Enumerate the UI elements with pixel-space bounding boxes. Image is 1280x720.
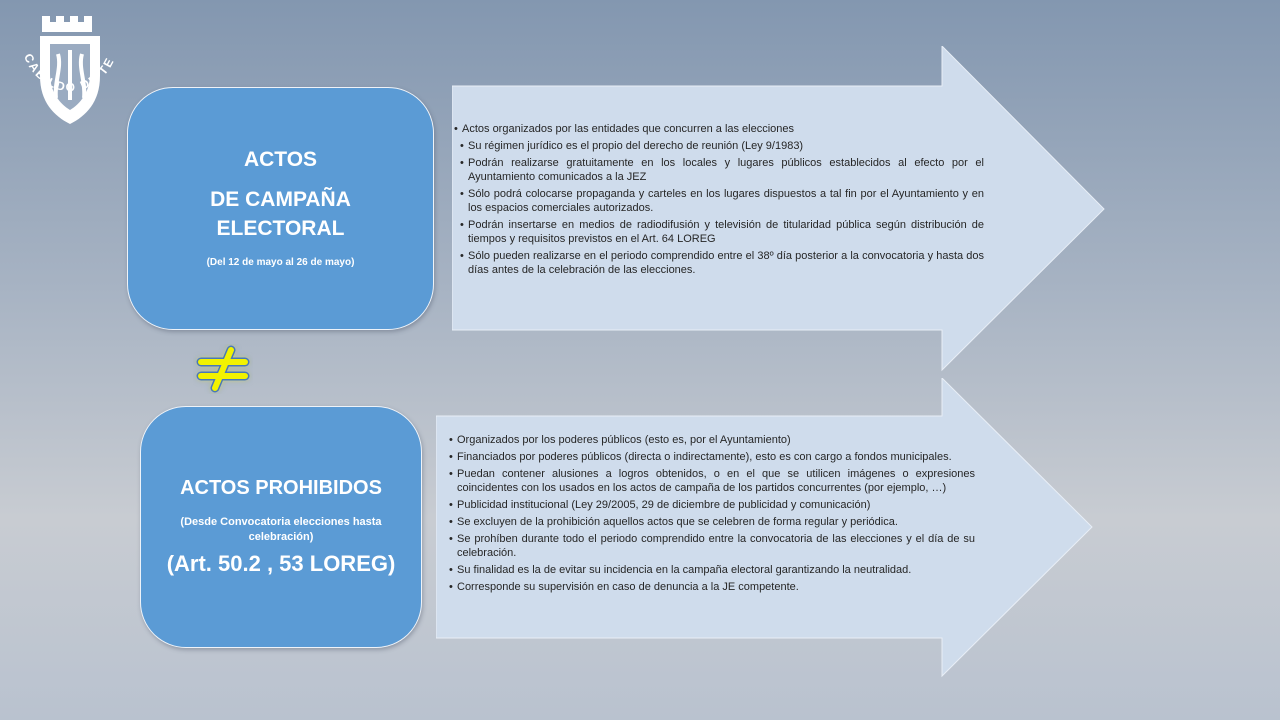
- campaign-acts-list: [452, 122, 984, 280]
- prohibited-acts-list: [447, 433, 975, 597]
- cabildo-logo: [10, 8, 130, 148]
- campaign-title-line3: ELECTORAL: [216, 217, 345, 240]
- list-item: • Podrán realizarse gratuitamente en los locales y lugares públicos establecidos al efecto por el Ayuntamiento comunicados a la JEZ: [460, 157, 984, 183]
- list-item: • Se excluyen de la prohibición aquellos actos que se celebren de forma regular y periódica.: [449, 516, 898, 528]
- list-item: • Su régimen jurídico es el propio del derecho de reunión (Ley 9/1983): [460, 140, 804, 152]
- list-item: • Financiados por poderes públicos (directa o indirectamente), esto es con cargo a fondos municipales.: [449, 451, 952, 463]
- list-item: • Se prohíben durante todo el periodo comprendido entre la convocatoria de las elecciones y el día de su celebración.: [449, 533, 975, 559]
- list-item: • Puedan contener alusiones a logros obtenidos, o en el que se utilicen imágenes o expresiones coincidentes con los usados en los actos de campaña de los partidos concurrentes (por ejemplo, …): [449, 468, 975, 494]
- list-item: • Publicidad institucional (Ley 29/2005, 29 de diciembre de publicidad y comunicación): [449, 499, 871, 511]
- prohibited-period: (Desde Convocatoria elecciones hasta celebración): [180, 516, 382, 543]
- campaign-title-line2: DE CAMPAÑA: [210, 188, 351, 211]
- campaign-acts-box: [127, 87, 434, 330]
- prohibited-article: (Art. 50.2 , 53 LOREG): [166, 551, 396, 576]
- list-item: • Sólo podrá colocarse propaganda y carteles en los lugares dispuestos a tal fin por el Ayuntamiento y en los espacios comerciales autorizados.: [460, 188, 984, 214]
- list-item: • Actos organizados por las entidades que concurren a las elecciones: [454, 123, 795, 135]
- logo-text: CABILDO DE TE: [21, 51, 118, 95]
- campaign-title-line1: ACTOS: [243, 148, 318, 171]
- list-item: • Organizados por los poderes públicos (esto es, por el Ayuntamiento): [449, 434, 791, 446]
- list-item: • Corresponde su supervisión en caso de denuncia a la JE competente.: [449, 581, 799, 593]
- prohibited-title: ACTOS PROHIBIDOS: [180, 477, 382, 499]
- list-item: • Podrán insertarse en medios de radiodifusión y televisión de titularidad pública según distribución de tiempos y requisitos previstos en el Art. 64 LOREG: [460, 219, 984, 245]
- prohibited-acts-box: [140, 406, 422, 648]
- list-item: • Su finalidad es la de evitar su incidencia en la campaña electoral garantizando la neutralidad.: [449, 564, 912, 576]
- campaign-dates: (Del 12 de mayo al 26 de mayo): [206, 257, 355, 268]
- list-item: • Sólo pueden realizarse en el periodo comprendido entre el 38º día posterior a la convocatoria y hasta dos días antes de la celebración de las elecciones.: [460, 250, 984, 276]
- not-equal-icon: [193, 344, 253, 394]
